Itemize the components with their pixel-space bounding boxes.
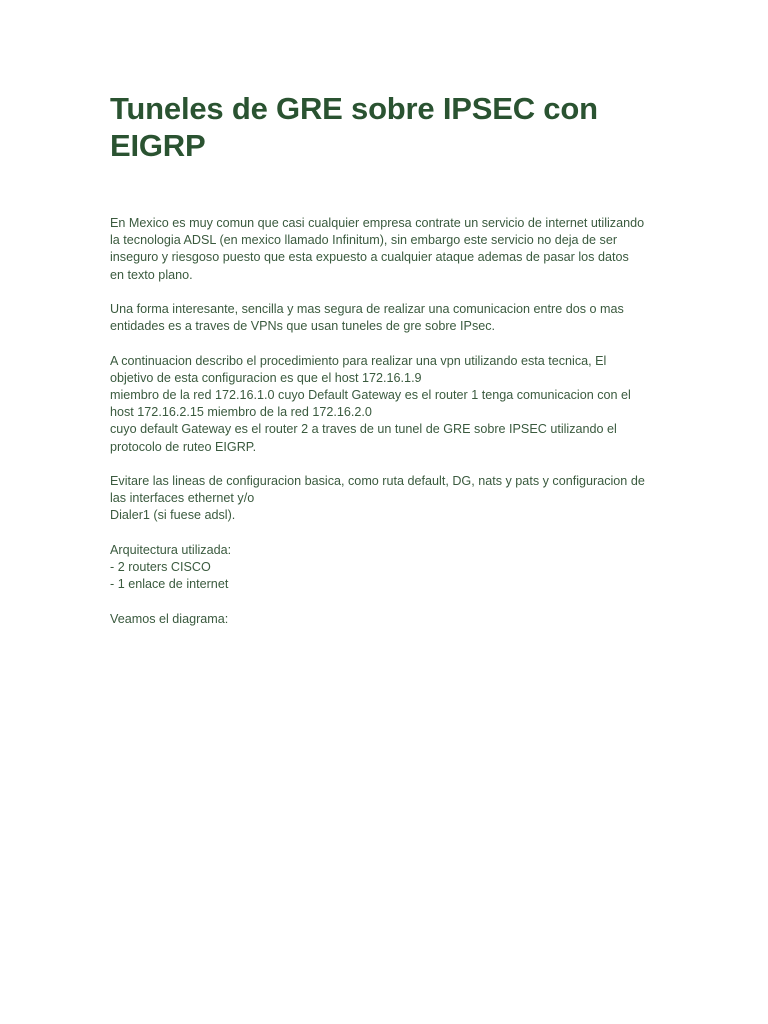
text-line: Dialer1 (si fuese adsl). [110,508,236,523]
text-line: Una forma interesante, sencilla y mas segura de realizar una comunicacion entre dos o mas [110,302,624,316]
text-line: entidades es a traves de VPNs que usan tuneles de gre sobre IPsec. [110,319,496,334]
paragraph-vpn [110,301,670,335]
paragraph-diagram-intro [110,611,670,628]
text-line: las interfaces ethernet y/o [110,491,255,506]
title-line: EIGRP [110,128,206,163]
text-line: inseguro y riesgoso puesto que esta expuesto a cualquier ataque ademas de pasar los datos [110,250,629,265]
paragraph-intro [110,215,670,284]
document-page [110,90,670,645]
text-line: miembro de la red 172.16.1.0 cuyo Default Gateway es el router 1 tenga comunicacion con el [110,388,631,402]
text-line: la tecnologia ADSL (en mexico llamado Infinitum), sin embargo este servicio no deja de ser [110,233,618,248]
paragraph-procedure [110,353,670,456]
list-item: - 2 routers CISCO [110,560,211,574]
paragraph-basic-config [110,473,670,525]
list-item: - 1 enlace de internet [110,577,229,592]
text-line: A continuacion describo el procedimiento para realizar una vpn utilizando esta tecnica, El [110,353,607,368]
article-body [110,215,670,628]
page-title [110,90,670,164]
paragraph-architecture [110,542,670,594]
text-line: en texto plano. [110,267,193,282]
text-line: host 172.16.2.15 miembro de la red 172.16.2.0 [110,405,372,420]
text-line: En Mexico es muy comun que casi cualquier empresa contrate un servicio de internet utilizando [110,216,645,230]
title-line: Tuneles de GRE sobre IPSEC con [110,91,598,126]
text-line: objetivo de esta configuracion es que el host 172.16.1.9 [110,370,422,385]
text-line: Evitare las lineas de configuracion basica, como ruta default, DG, nats y pats y configuracion de [110,474,645,488]
text-line: Arquitectura utilizada: [110,542,232,557]
text-line: protocolo de ruteo EIGRP. [110,439,257,454]
text-line: cuyo default Gateway es el router 2 a traves de un tunel de GRE sobre IPSEC utilizando el [110,422,617,437]
text-line: Veamos el diagrama: [110,611,229,626]
